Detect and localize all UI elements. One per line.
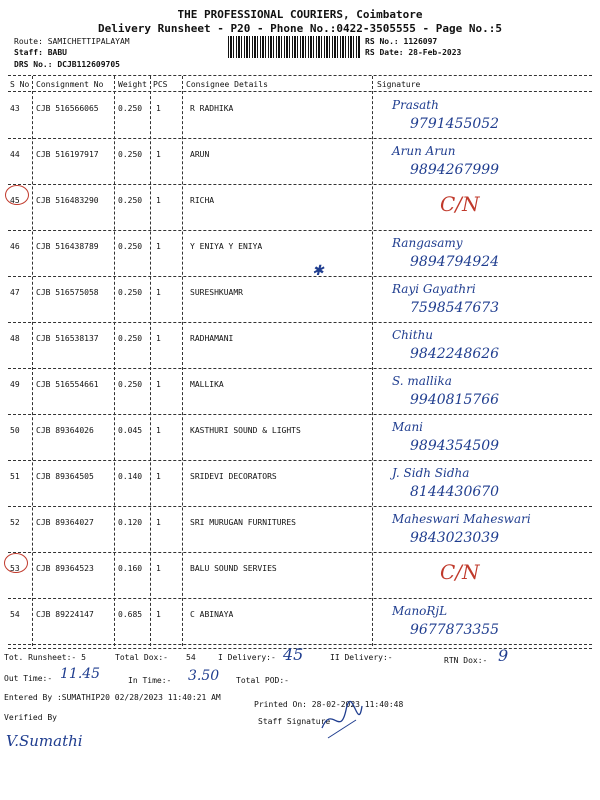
serial-number: 52 [10, 518, 20, 527]
row-separator [8, 322, 592, 323]
table-row [0, 142, 600, 188]
pcs-value: 1 [156, 104, 161, 113]
weight-value: 0.685 [118, 610, 143, 619]
consignment-number: CJB 516538137 [36, 334, 99, 343]
total-pod-label: Total POD:- [236, 676, 289, 685]
table-row [0, 418, 600, 464]
row-separator [8, 276, 592, 277]
serial-number: 50 [10, 426, 20, 435]
signature-phone: 7598547673 [410, 300, 500, 316]
signature-phone: 9894354509 [410, 438, 500, 454]
col-sno: S No [10, 80, 30, 89]
consignee-name: RICHA [190, 196, 215, 205]
printed-on: Printed On: 28-02-2023 11:40:48 [254, 700, 404, 709]
consignee-name: C ABINAYA [190, 610, 234, 619]
staff-signature-scribble [318, 698, 366, 742]
col-consignee: Consignee Details [186, 80, 268, 89]
table-row [0, 464, 600, 510]
consignment-number: CJB 89364523 [36, 564, 94, 573]
out-time-value: 11.45 [60, 666, 101, 682]
rtn-dox-value: 9 [498, 646, 509, 665]
runsheet-title: Delivery Runsheet - P20 - Phone No.:0422-3505555 - Page No.:5 [98, 22, 502, 35]
row-separator [8, 184, 592, 185]
signature-name: C/N [440, 560, 480, 584]
table-row [0, 556, 600, 602]
row-separator [8, 598, 592, 599]
consignee-name: R RADHIKA [190, 104, 234, 113]
entered-by: Entered By :SUMATHIP20 02/28/2023 11:40:21 AM [4, 693, 221, 702]
table-row [0, 96, 600, 142]
serial-number: 45 [10, 196, 20, 205]
star-mark: ✱ [312, 263, 324, 279]
weight-value: 0.045 [118, 426, 143, 435]
signature-name: S. mallika [392, 374, 452, 388]
col-pcs: PCS [153, 80, 168, 89]
signature-phone: 9842248626 [410, 346, 500, 362]
consignment-number: CJB 89224147 [36, 610, 94, 619]
consignee-name: SRIDEVI DECORATORS [190, 472, 277, 481]
row-separator [8, 552, 592, 553]
signature-phone: 9940815766 [410, 392, 500, 408]
pcs-value: 1 [156, 242, 161, 251]
pcs-value: 1 [156, 334, 161, 343]
table-row [0, 602, 600, 648]
table-row [0, 188, 600, 234]
consignment-number: CJB 516438789 [36, 242, 99, 251]
consignee-name: BALU SOUND SERVIES [190, 564, 277, 573]
weight-value: 0.160 [118, 564, 143, 573]
circle-mark-45 [5, 185, 29, 205]
signature-phone: 9894267999 [410, 162, 500, 178]
total-dox-value: 54 [186, 653, 196, 662]
table-row [0, 372, 600, 418]
consignment-number: CJB 516566065 [36, 104, 99, 113]
consignee-name: Y ENIYA Y ENIYA [190, 242, 263, 251]
pcs-value: 1 [156, 610, 161, 619]
signature-phone: 8144430670 [410, 484, 500, 500]
consignee-name: ARUN [190, 150, 210, 159]
weight-value: 0.250 [118, 104, 143, 113]
signature-phone: 9894794924 [410, 254, 500, 270]
col-weight: Weight [118, 80, 147, 89]
signature-name: Arun Arun [392, 144, 456, 158]
signature-name: Chithu [392, 328, 434, 342]
pcs-value: 1 [156, 518, 161, 527]
row-separator [8, 368, 592, 369]
signature-name: ManoRjL [392, 604, 448, 618]
out-time-label: Out Time:- [4, 674, 53, 683]
table-row [0, 326, 600, 372]
consignment-number: CJB 89364027 [36, 518, 94, 527]
serial-number: 48 [10, 334, 20, 343]
serial-number: 47 [10, 288, 20, 297]
table-row [0, 234, 600, 280]
total-dox-label: Total Dox:- [115, 653, 168, 662]
pcs-value: 1 [156, 150, 161, 159]
row-separator [8, 506, 592, 507]
drs-number: DRS No.: DCJB112609705 [14, 60, 120, 69]
staff-signature-label: Staff Signature [258, 717, 331, 726]
serial-number: 54 [10, 610, 20, 619]
verified-by-label: Verified By [4, 713, 57, 722]
rs-number: RS No.: 1126097 [365, 37, 438, 46]
consignment-number: CJB 516197917 [36, 150, 99, 159]
weight-value: 0.140 [118, 472, 143, 481]
consignee-name: SURESHKUAMR [190, 288, 243, 297]
serial-number: 43 [10, 104, 20, 113]
pcs-value: 1 [156, 196, 161, 205]
serial-number: 46 [10, 242, 20, 251]
weight-value: 0.250 [118, 288, 143, 297]
table-row [0, 510, 600, 556]
row-separator [8, 460, 592, 461]
signature-name: Rangasamy [392, 236, 463, 250]
pcs-value: 1 [156, 564, 161, 573]
serial-number: 49 [10, 380, 20, 389]
signature-name: Prasath [392, 98, 439, 112]
weight-value: 0.250 [118, 334, 143, 343]
signature-name: C/N [440, 192, 480, 216]
weight-value: 0.250 [118, 196, 143, 205]
route-label: Route: SAMICHETTIPALAYAM [14, 37, 130, 46]
verifier-signature: V.Sumathi [6, 732, 83, 750]
ii-delivery-label: II Delivery:- [330, 653, 393, 662]
company-title: THE PROFESSIONAL COURIERS, Coimbatore [177, 8, 423, 21]
consignee-name: RADHAMANI [190, 334, 234, 343]
signature-phone: 9791455052 [410, 116, 500, 132]
weight-value: 0.120 [118, 518, 143, 527]
weight-value: 0.250 [118, 380, 143, 389]
circle-mark-53 [4, 553, 28, 573]
table-row [0, 280, 600, 326]
signature-name: J. Sidh Sidha [392, 466, 470, 480]
pcs-value: 1 [156, 472, 161, 481]
rtn-dox-label: RTN Dox:- [444, 656, 488, 665]
signature-name: Maheswari Maheswari [392, 512, 531, 526]
consignee-name: SRI MURUGAN FURNITURES [190, 518, 296, 527]
barcode [228, 36, 360, 58]
serial-number: 53 [10, 564, 20, 573]
pcs-value: 1 [156, 380, 161, 389]
pcs-value: 1 [156, 426, 161, 435]
consignment-number: CJB 516575058 [36, 288, 99, 297]
in-time-value: 3.50 [188, 668, 220, 684]
serial-number: 44 [10, 150, 20, 159]
staff-label: Staff: BABU [14, 48, 67, 57]
consignee-name: KASTHURI SOUND & LIGHTS [190, 426, 301, 435]
i-delivery-label: I Delivery:- [218, 653, 276, 662]
weight-value: 0.250 [118, 150, 143, 159]
row-separator [8, 138, 592, 139]
col-consignment: Consignment No [36, 80, 104, 89]
signature-phone: 9677873355 [410, 622, 500, 638]
signature-name: Rayi Gayathri [392, 282, 476, 296]
in-time-label: In Time:- [128, 676, 172, 685]
weight-value: 0.250 [118, 242, 143, 251]
rs-date: RS Date: 28-Feb-2023 [365, 48, 462, 57]
consignment-number: CJB 516483290 [36, 196, 99, 205]
header-bottom-rule [8, 91, 592, 92]
tot-runsheet: Tot. Runsheet:- 5 [4, 653, 86, 662]
serial-number: 51 [10, 472, 20, 481]
consignment-number: CJB 516554661 [36, 380, 99, 389]
consignment-number: CJB 89364505 [36, 472, 94, 481]
row-separator [8, 414, 592, 415]
col-signature: Signature [377, 80, 421, 89]
consignee-name: MALLIKA [190, 380, 224, 389]
pcs-value: 1 [156, 288, 161, 297]
row-separator [8, 230, 592, 231]
i-delivery-value: 45 [283, 645, 304, 664]
signature-phone: 9843023039 [410, 530, 500, 546]
header-top-rule [8, 75, 592, 76]
signature-name: Mani [392, 420, 424, 434]
consignment-number: CJB 89364026 [36, 426, 94, 435]
